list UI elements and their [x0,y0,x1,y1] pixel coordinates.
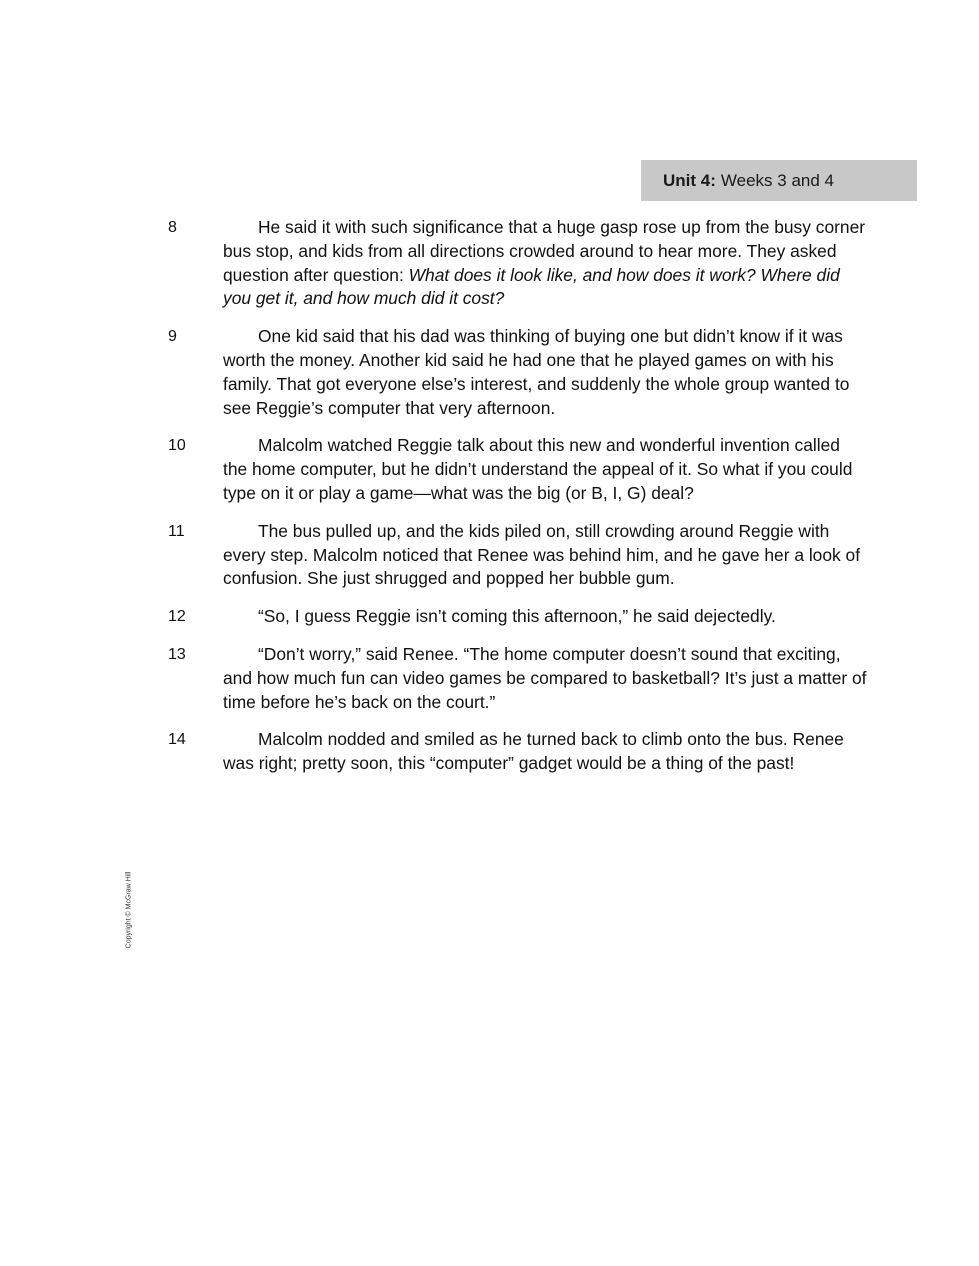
paragraph-12 [168,605,868,629]
paragraph-10 [168,434,868,505]
paragraph-text-italic: What does it look like, and how does it work? Where did you get it, and how much did it cost? [223,264,840,309]
paragraph-text: “Don’t worry,” said Renee. “The home computer doesn’t sound that exciting, and how much fun can video games be compared to basketball? It’s just a matter of time before he’s back on the court.” [223,643,867,712]
paragraph-text: One kid said that his dad was thinking of buying one but didn’t know if it was worth the money. Another kid said he had one that he played games on with his family. That got everyone else’s interest, and suddenly the whole group wanted to see Reggie’s computer that very afternoon. [223,326,850,418]
unit-weeks: Weeks 3 and 4 [720,170,834,190]
paragraph-number: 14 [168,731,186,749]
paragraph-text: “So, I guess Reggie isn’t coming this afternoon,” he said dejectedly. [258,606,776,627]
unit-header-banner [641,160,917,201]
paragraph-number: 10 [168,437,186,455]
paragraph-number: 11 [168,522,185,540]
paragraph-11 [168,520,868,591]
copyright-notice: Copyright © McGraw Hill [125,871,133,949]
paragraph-number: 8 [168,219,177,236]
paragraph-number: 9 [168,328,177,346]
paragraph-text-regular: He said it with such significance that a huge gasp rose up from the busy corner bus stop, and kids from all directions crowded around to hear more. They asked question after question: [223,217,866,285]
paragraph-8 [168,216,868,311]
paragraph-text: The bus pulled up, and the kids piled on, still crowding around Reggie with every step. Malcolm noticed that Renee was behind him, and he gave her a look of confusion. She just shrugged and popped her bubble gum. [223,520,861,589]
paragraph-9 [168,325,868,420]
story-paragraphs [168,216,868,790]
paragraph-13 [168,643,868,714]
paragraph-text [223,216,868,311]
paragraph-text: Malcolm watched Reggie talk about this new and wonderful invention called the home computer, but he didn’t understand the appeal of it. So what if you could type on it or play a game—what was the big (or B, I, G) deal? [223,435,853,503]
paragraph-number: 13 [168,645,186,663]
paragraph-number: 12 [168,608,186,626]
paragraph-text: Malcolm nodded and smiled as he turned back to climb onto the bus. Renee was right; pretty soon, this “computer” gadget would be a thing of the past! [223,729,844,774]
unit-label: Unit 4: [663,170,716,190]
paragraph-14 [168,728,868,776]
